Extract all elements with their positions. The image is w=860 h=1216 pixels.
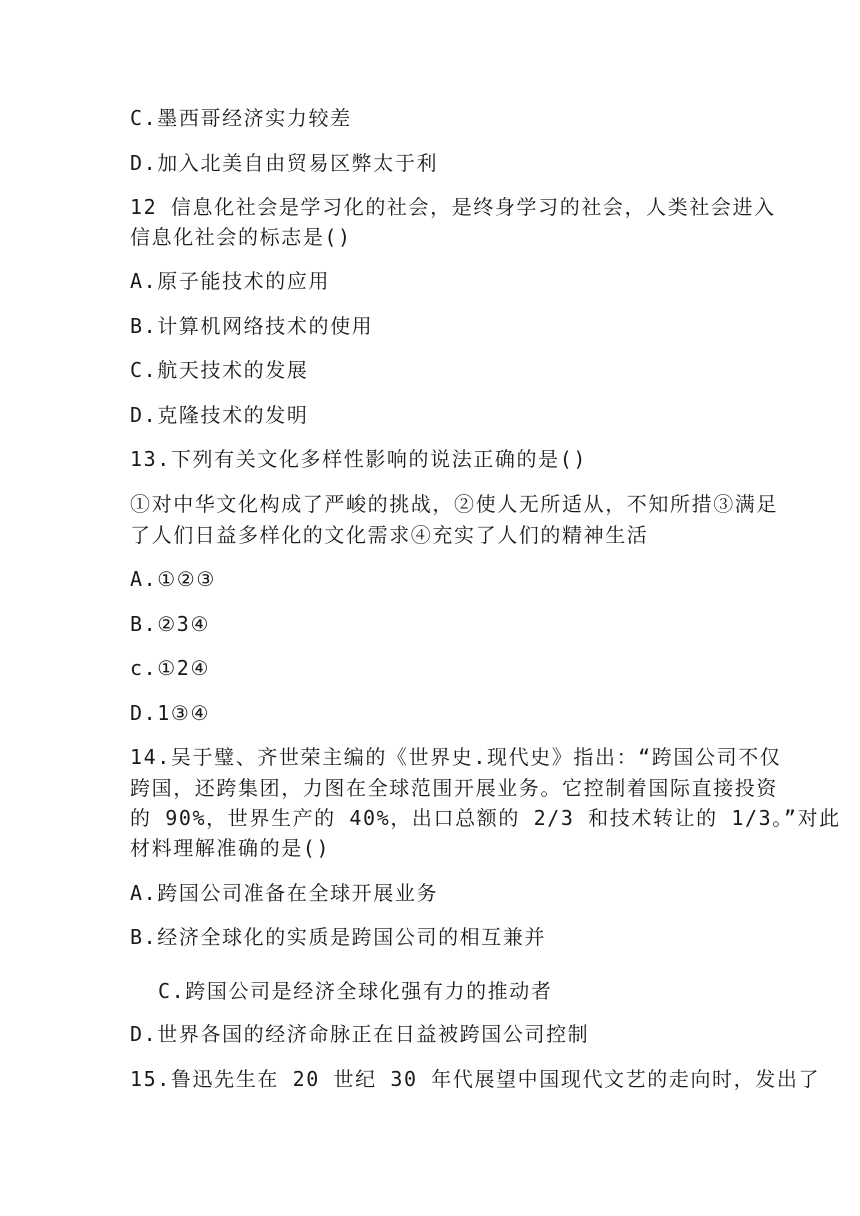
option-12d: D.克隆技术的发明 <box>130 403 309 427</box>
option-14d: D.世界各国的经济命脉正在日益被跨国公司控制 <box>130 1022 590 1046</box>
question-13-stem: 13.下列有关文化多样性影响的说法正确的是() <box>130 447 588 471</box>
option-12b: B.计算机网络技术的使用 <box>130 314 374 338</box>
question-14-line-3: 的 90%，世界生产的 40%，出口总额的 2/3 和技术转让的 1/3。”对此 <box>130 806 841 830</box>
question-12-line-2: 信息化社会的标志是() <box>130 225 352 249</box>
question-14-line-4: 材料理解准确的是() <box>130 836 331 860</box>
option-13c: c.①2④ <box>130 656 210 680</box>
option-12c: C.航天技术的发展 <box>130 358 309 382</box>
option-14a: A.跨国公司准备在全球开展业务 <box>130 881 439 905</box>
option-14b: B.经济全球化的实质是跨国公司的相互兼并 <box>130 925 547 949</box>
question-13-statements-line-2: 了人们日益多样化的文化需求④充实了人们的精神生活 <box>130 523 649 547</box>
option-11c: C.墨西哥经济实力较差 <box>130 106 352 130</box>
option-13b: B.②3④ <box>130 612 210 636</box>
option-13d: D.1③④ <box>130 701 210 725</box>
option-13a: A.①②③ <box>130 567 216 591</box>
question-12-line-1: 12 信息化社会是学习化的社会，是终身学习的社会，人类社会进入 <box>130 195 776 219</box>
question-15-line-1: 15.鲁迅先生在 20 世纪 30 年代展望中国现代文艺的走向时，发出了 <box>130 1067 821 1091</box>
question-14-line-1: 14.吴于璧、齐世荣主编的《世界史.现代史》指出：“跨国公司不仅 <box>130 745 782 769</box>
option-14c: C.跨国公司是经济全球化强有力的推动者 <box>158 979 553 1003</box>
option-11d: D.加入北美自由贸易区弊太于利 <box>130 151 439 175</box>
question-13-statements-line-1: ①对中华文化构成了严峻的挑战，②使人无所适从，不知所措③满足 <box>130 492 778 516</box>
option-12a: A.原子能技术的应用 <box>130 269 331 293</box>
question-14-line-2: 跨国，还跨集团，力图在全球范围开展业务。它控制着国际直接投资 <box>130 776 778 800</box>
